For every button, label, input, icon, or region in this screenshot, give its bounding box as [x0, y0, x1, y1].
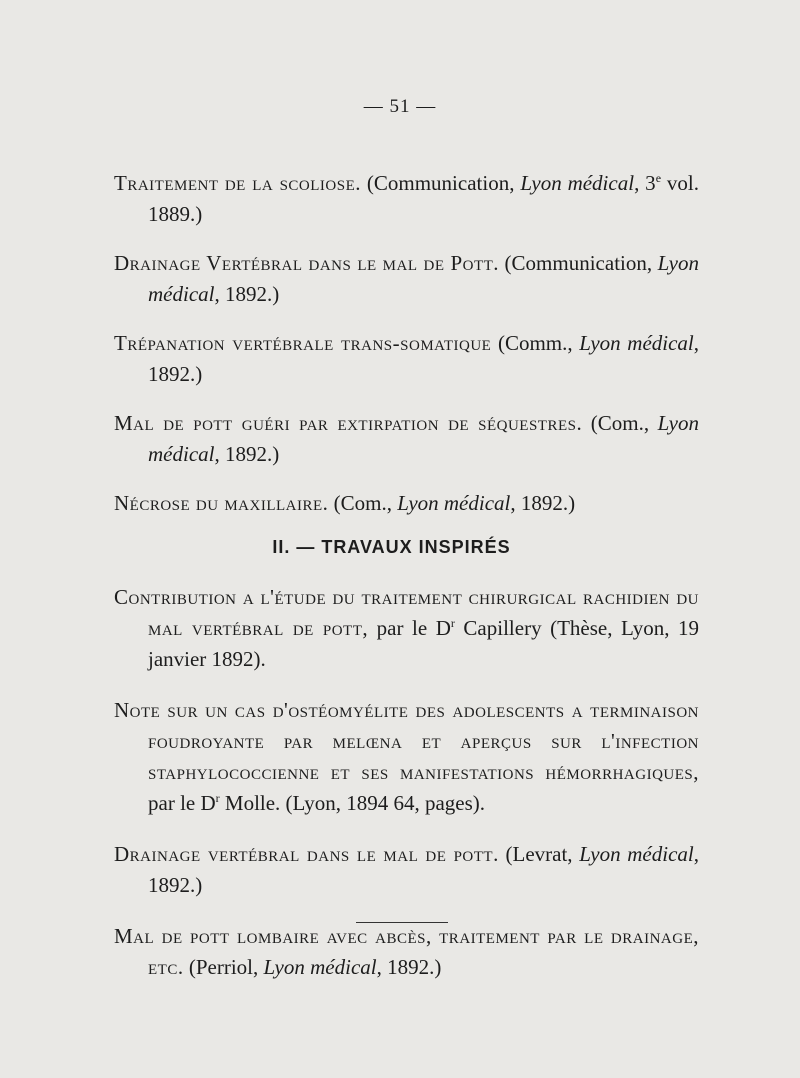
- original-works-list: [114, 168, 699, 519]
- bibliography-list: [114, 168, 699, 1003]
- journal-name: Lyon médical: [148, 411, 699, 466]
- entry-text: , 3: [634, 171, 656, 195]
- entry-title: Drainage vertébral dans le mal de pott.: [114, 842, 499, 866]
- superscript: e: [655, 171, 662, 185]
- entry-text: , 1892.): [148, 842, 699, 897]
- bibliography-entry: [114, 921, 699, 983]
- bibliography-entry: [114, 248, 699, 310]
- entry-text: , 1892.): [214, 282, 280, 306]
- bibliography-entry: [114, 695, 699, 819]
- entry-title: Contribution a l'étude du traitement chirurgical rachidien du mal vertébral de pott,: [114, 585, 699, 640]
- journal-name: Lyon médical: [397, 491, 511, 515]
- entry-text: (Communication,: [499, 251, 658, 275]
- entry-title: Mal de pott guéri par extirpation de séquestres.: [114, 411, 583, 435]
- entry-text: (Levrat,: [498, 842, 580, 866]
- entry-text: , 1892.): [148, 331, 700, 386]
- page-number: — 51 —: [363, 96, 437, 117]
- entry-text: Molle. (Lyon, 1894 64, pages).: [219, 791, 486, 815]
- superscript: r: [215, 791, 220, 805]
- entry-title: Traitement de la scoliose.: [114, 171, 362, 195]
- entry-text: (Com.,: [582, 411, 658, 435]
- bibliography-entry: [114, 582, 699, 675]
- journal-name: Lyon médical: [579, 331, 694, 355]
- bibliography-entry: [114, 839, 699, 901]
- entry-text: (Comm.,: [491, 331, 580, 355]
- entry-text: , 1892.): [214, 442, 280, 466]
- journal-name: Lyon médical: [263, 955, 377, 979]
- entry-text: Capillery (Thèse, Lyon, 19 janvier 1892).: [148, 616, 699, 671]
- superscript: r: [450, 616, 455, 630]
- entry-title: Note sur un cas d'ostéomyélite des adolescents a terminaison foudroyante par melœna et aperçus sur l'infection staphylococcienne et ses manifestations hémorrhagiques,: [114, 698, 699, 784]
- entry-text: (Communication,: [361, 171, 521, 195]
- entry-text: , 1892.): [376, 955, 442, 979]
- closing-rule: [356, 922, 448, 923]
- bibliography-entry: [114, 328, 699, 390]
- entry-text: (Perriol,: [183, 955, 264, 979]
- entry-title: Nécrose du maxillaire.: [114, 491, 329, 515]
- entry-title: Drainage Vertébral dans le mal de Pott.: [114, 251, 500, 275]
- journal-name: Lyon médical: [520, 171, 635, 195]
- entry-text: par le D: [148, 791, 216, 815]
- bibliography-entry: [114, 408, 699, 470]
- entry-text: , 1892.): [510, 491, 576, 515]
- entry-text: par le D: [368, 616, 451, 640]
- bibliography-entry: [114, 488, 699, 519]
- entry-text: (Com.,: [328, 491, 398, 515]
- entry-title: Mal de pott lombaire avec abcès, traitement par le drainage, etc.: [114, 924, 699, 979]
- journal-name: Lyon médical: [579, 842, 694, 866]
- entry-text: vol. 1889.): [148, 171, 699, 226]
- journal-name: Lyon médical: [148, 251, 699, 306]
- section-heading: II. — TRAVAUX INSPIRÉS: [272, 537, 511, 557]
- entry-title: Trépanation vertébrale trans-somatique: [114, 331, 492, 355]
- bibliography-entry: [114, 168, 699, 230]
